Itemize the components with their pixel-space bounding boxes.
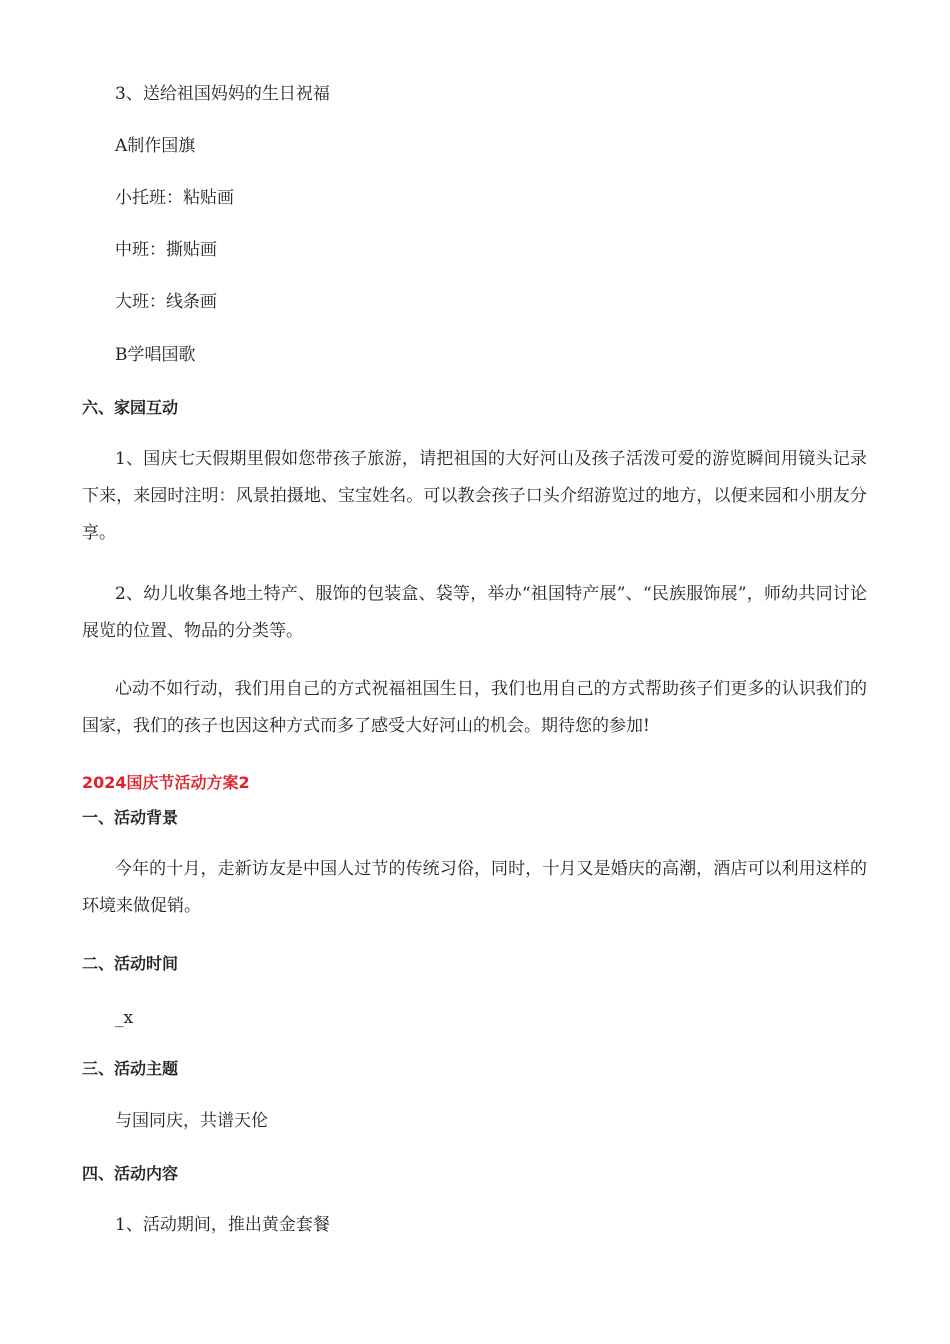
list-item-sing-anthem: B学唱国歌 (115, 345, 196, 365)
paragraph-closing: 心动不如行动，我们用自己的方式祝福祖国生日，我们也用自己的方式帮助孩子们更多的认识我们的国家，我们的孩子也因这种方式而多了感受大好河山的机会。期待您的参加! (82, 679, 867, 736)
section-heading-content: 四、活动内容 (82, 1164, 179, 1183)
list-item-make-flag: A制作国旗 (115, 136, 196, 156)
theme-value: 与国同庆，共谱天伦 (115, 1111, 268, 1131)
paragraph-family-2: 2、幼儿收集各地土特产、服饰的包装盒、袋等，举办“祖国特产展”、“民族服饰展”，师幼共同讨论展览的位置、物品的分类等。 (82, 584, 867, 641)
paragraph-family-1: 1、国庆七天假期里假如您带孩子旅游，请把祖国的大好河山及孩子活泼可爱的游览瞬间用镜头记录下来，来园时注明：风景拍摄地、宝宝姓名。可以教会孩子口头介绍游览过的地方，以便来园和小朋友分享。 (82, 449, 867, 543)
section-heading-theme: 三、活动主题 (82, 1059, 179, 1078)
paragraph-background: 今年的十月，走新访友是中国人过节的传统习俗，同时，十月又是婚庆的高潮，酒店可以利用这样的环境来做促销。 (82, 859, 867, 916)
section-heading-family-interaction: 六、家园互动 (82, 398, 179, 417)
plan-2-title: 2024国庆节活动方案2 (82, 773, 250, 792)
list-item-toddler-class: 小托班：粘贴画 (115, 188, 234, 208)
list-item-birthday-wishes: 3、送给祖国妈妈的生日祝福 (115, 84, 330, 104)
list-item-middle-class: 中班：撕贴画 (115, 240, 217, 260)
content-item-1: 1、活动期间，推出黄金套餐 (115, 1215, 330, 1235)
list-item-senior-class: 大班：线条画 (115, 292, 217, 312)
section-heading-time: 二、活动时间 (82, 954, 179, 973)
section-heading-background: 一、活动背景 (82, 808, 179, 827)
time-value: _x (115, 1008, 134, 1028)
